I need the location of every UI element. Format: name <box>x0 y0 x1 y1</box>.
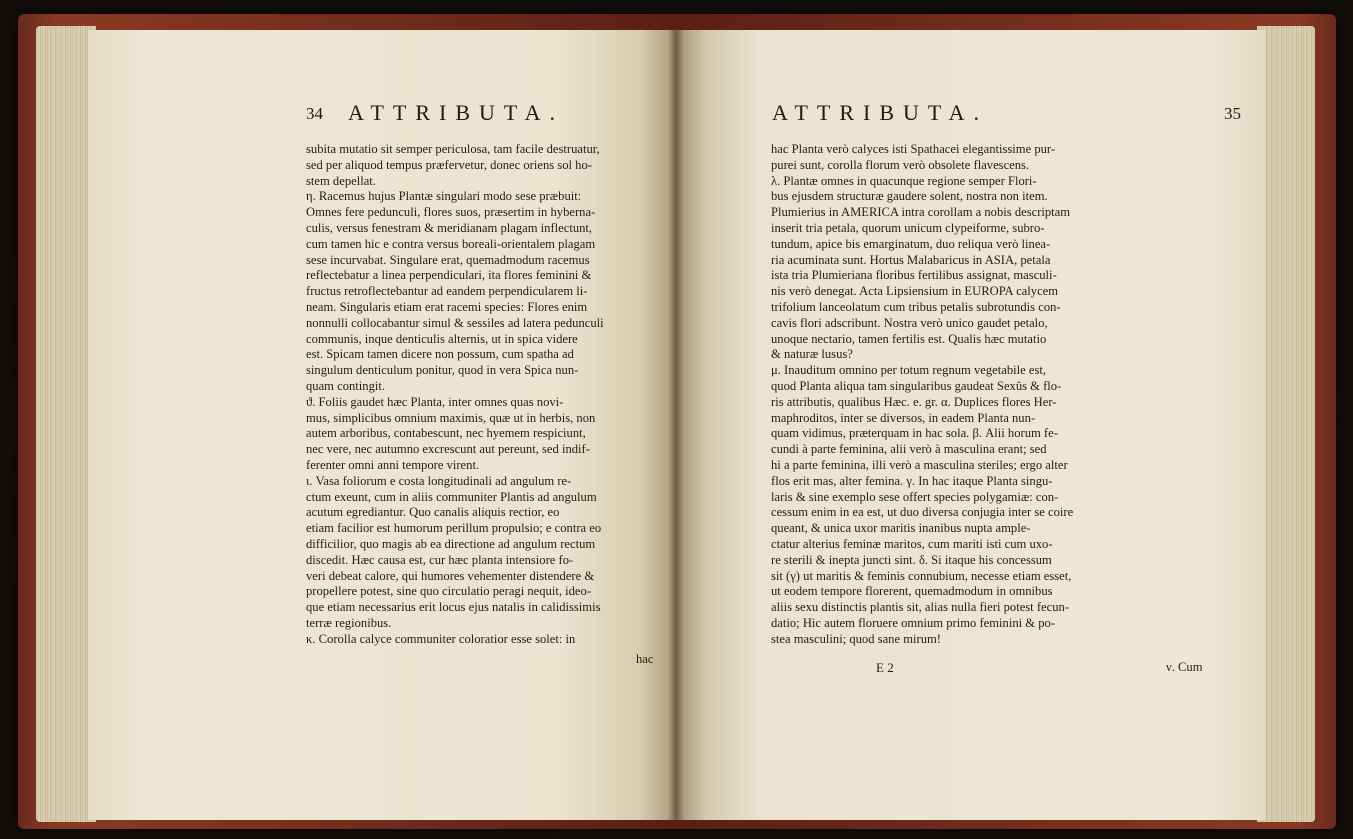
text-line: λ. Plantæ omnes in quacunque regione semper Flori- <box>771 173 1037 188</box>
text-line: hi a parte feminina, illi verò a masculina steriles; ergo alter <box>771 457 1068 472</box>
left-page <box>88 30 676 820</box>
text-line: unoque nectario, tamen fertilis est. Qualis hæc mutatio <box>771 331 1047 346</box>
page-number: 34 <box>306 104 323 123</box>
text-line: & naturæ lusus? <box>771 347 853 362</box>
text-line: ctatur alterius feminæ maritos, cum mariti isti cum uxo- <box>771 536 1053 551</box>
catchword: ν. Cum <box>1166 660 1203 674</box>
text-line: datio; Hic autem floruere omnium primo feminini & po- <box>771 615 1055 630</box>
body-text <box>771 142 1211 648</box>
text-line: quam contingit. <box>306 378 386 393</box>
text-line: sese incurvabat. Singulare erat, quemadmodum racemus <box>306 252 590 267</box>
text-line: neam. Singularis etiam erat racemi species: Flores enim <box>306 299 588 314</box>
text-line: autem arboribus, contabescunt, nec hyemem respiciunt, <box>306 426 586 441</box>
text-line: μ. Inauditum omnino per totum regnum vegetabile est, <box>771 363 1047 378</box>
text-line: cum tamen hic e contra versus boreali-orientalem plagam <box>306 236 596 251</box>
text-line: ista tria Plumieriana floribus fertilibus assignat, masculi- <box>771 268 1057 283</box>
text-line: sit (γ) ut maritis & feminis connubium, necesse etiam esset, <box>771 568 1072 583</box>
text-line: aliis sexu distinctis plantis sit, alias nulla fieri potest fecun- <box>771 600 1069 615</box>
text-line: nis verò denegat. Acta Lipsiensium in EUROPA calycem <box>771 284 1059 299</box>
text-line: sed per aliquod tempus præfervetur, donec oriens sol ho- <box>306 157 592 172</box>
text-line: Plumierius in AMERICA intra corollam a nobis descriptam <box>771 205 1071 220</box>
text-line: est. Spicam tamen dicere non possum, cum spatha ad <box>306 347 574 362</box>
page-number: 35 <box>1224 104 1241 123</box>
text-line: re sterili & inepta juncti sint. δ. Si itaque his concessum <box>771 552 1052 567</box>
text-line: que etiam necessarius erit locus ejus natalis in calidissimis <box>306 600 601 615</box>
text-line: tundum, apice bis emarginatum, duo reliqua verò linea- <box>771 236 1051 251</box>
text-line: propellere potest, sine quo circulatio peragi nequit, ideo- <box>306 584 592 599</box>
text-line: etiam facilior est humorum perillum propulsio; e contra eo <box>306 521 602 536</box>
text-line: κ. Corolla calyce communiter coloratior esse solet: in <box>306 631 576 646</box>
text-line: inserit tria petala, quorum unicum clypeiforme, subro- <box>771 220 1045 235</box>
text-line: ferenter omni anni tempore virent. <box>306 457 480 472</box>
text-line: stea masculini; quod sane mirum! <box>771 631 941 646</box>
text-line: trifolium lanceolatum cum tribus petalis subrotundis con- <box>771 299 1061 314</box>
text-line: difficilior, quo magis ab ea directione ad angulum rectum <box>306 536 596 551</box>
running-head: ATTRIBUTA. <box>772 100 988 125</box>
text-line: cavis flori adscribunt. Nostra verò unico gaudet petalo, <box>771 315 1048 330</box>
text-line: fructus retroflectebantur ad eandem perpendicularem li- <box>306 284 588 299</box>
text-line: ria acuminata sunt. Hortus Malabaricus in ASIA, petala <box>771 252 1051 267</box>
text-line: nonnulli collocabantur simul & sessiles ad latera pedunculi <box>306 315 604 330</box>
text-line: ctum exeunt, cum in aliis communiter Plantis ad angulum <box>306 489 597 504</box>
text-line: purei sunt, corolla florum verò obsolete flavescens. <box>771 157 1030 172</box>
text-line: stem depellat. <box>306 173 376 188</box>
text-line: maphroditos, inter se diversos, in eadem Planta nun- <box>771 410 1036 425</box>
body-text <box>306 142 704 648</box>
page-edges-left <box>36 26 96 822</box>
text-line: discedit. Hæc causa est, cur hæc planta intensiore fo- <box>306 552 574 567</box>
text-line: queant, & unica uxor maritis inanibus nupta ample- <box>771 521 1031 536</box>
text-line: ι. Vasa foliorum e costa longitudinali ad angulum re- <box>306 473 572 488</box>
text-line: bus ejusdem structuræ gaudere solent, nostra non item. <box>771 189 1048 204</box>
text-line: culis, versus fenestram & meridianam plagam inflectunt, <box>306 220 593 235</box>
text-line: cundi à parte feminina, alii verò à masculina erant; sed <box>771 442 1047 457</box>
text-line: quod Planta aliqua tam singularibus gaudeat Sexûs & flo- <box>771 378 1062 393</box>
text-line: reflectebatur a linea perpendiculari, ita flores feminini & <box>306 268 592 283</box>
text-line: ϑ. Foliis gaudet hæc Planta, inter omnes quas novi- <box>306 394 564 409</box>
text-line: quam vidimus, præterquam in hac sola. β. Alii horum fe- <box>771 426 1058 441</box>
text-line: η. Racemus hujus Plantæ singulari modo sese præbuit: <box>306 189 582 204</box>
text-line: flos erit mas, alter femina. γ. In hac itaque Planta singu- <box>771 473 1053 488</box>
text-line: acutum egrediantur. Quo canalis aliquis rectior, eo <box>306 505 560 520</box>
text-line: Omnes fere pedunculi, flores suos, præsertim in hyberna- <box>306 205 596 220</box>
catchword: hac <box>636 652 654 666</box>
text-line: veri debeat calore, qui humores vehementer distendere & <box>306 568 595 583</box>
text-line: nec vere, nec autumno excrescunt aut pereunt, sed indif- <box>306 442 590 457</box>
text-line: ris attributis, qualibus Hæc. e. gr. α. Duplices flores Her- <box>771 394 1057 409</box>
book-gutter <box>668 30 684 820</box>
signature-mark: E 2 <box>876 660 894 675</box>
text-line: cessum enim in ea est, ut duo diversa conjugia inter se coire <box>771 505 1074 520</box>
right-page <box>676 30 1266 820</box>
text-line: mus, simplicibus omnium maximis, quæ ut in herbis, non <box>306 410 596 425</box>
text-line: hac Planta verò calyces isti Spathacei elegantissime pur- <box>771 142 1056 156</box>
text-line: ut eodem tempore florerent, quemadmodum in omnibus <box>771 584 1053 599</box>
text-line: communis, inque denticulis alternis, ut in spica videre <box>306 331 578 346</box>
running-head: ATTRIBUTA. <box>348 100 564 125</box>
text-line: subita mutatio sit semper periculosa, tam facile destruatur, <box>306 142 600 156</box>
text-line: singulum denticulum ponitur, quod in vera Spica nun- <box>306 363 579 378</box>
text-line: terræ regionibus. <box>306 615 392 630</box>
text-line: laris & sine exemplo sese offert species polygamiæ: con- <box>771 489 1059 504</box>
